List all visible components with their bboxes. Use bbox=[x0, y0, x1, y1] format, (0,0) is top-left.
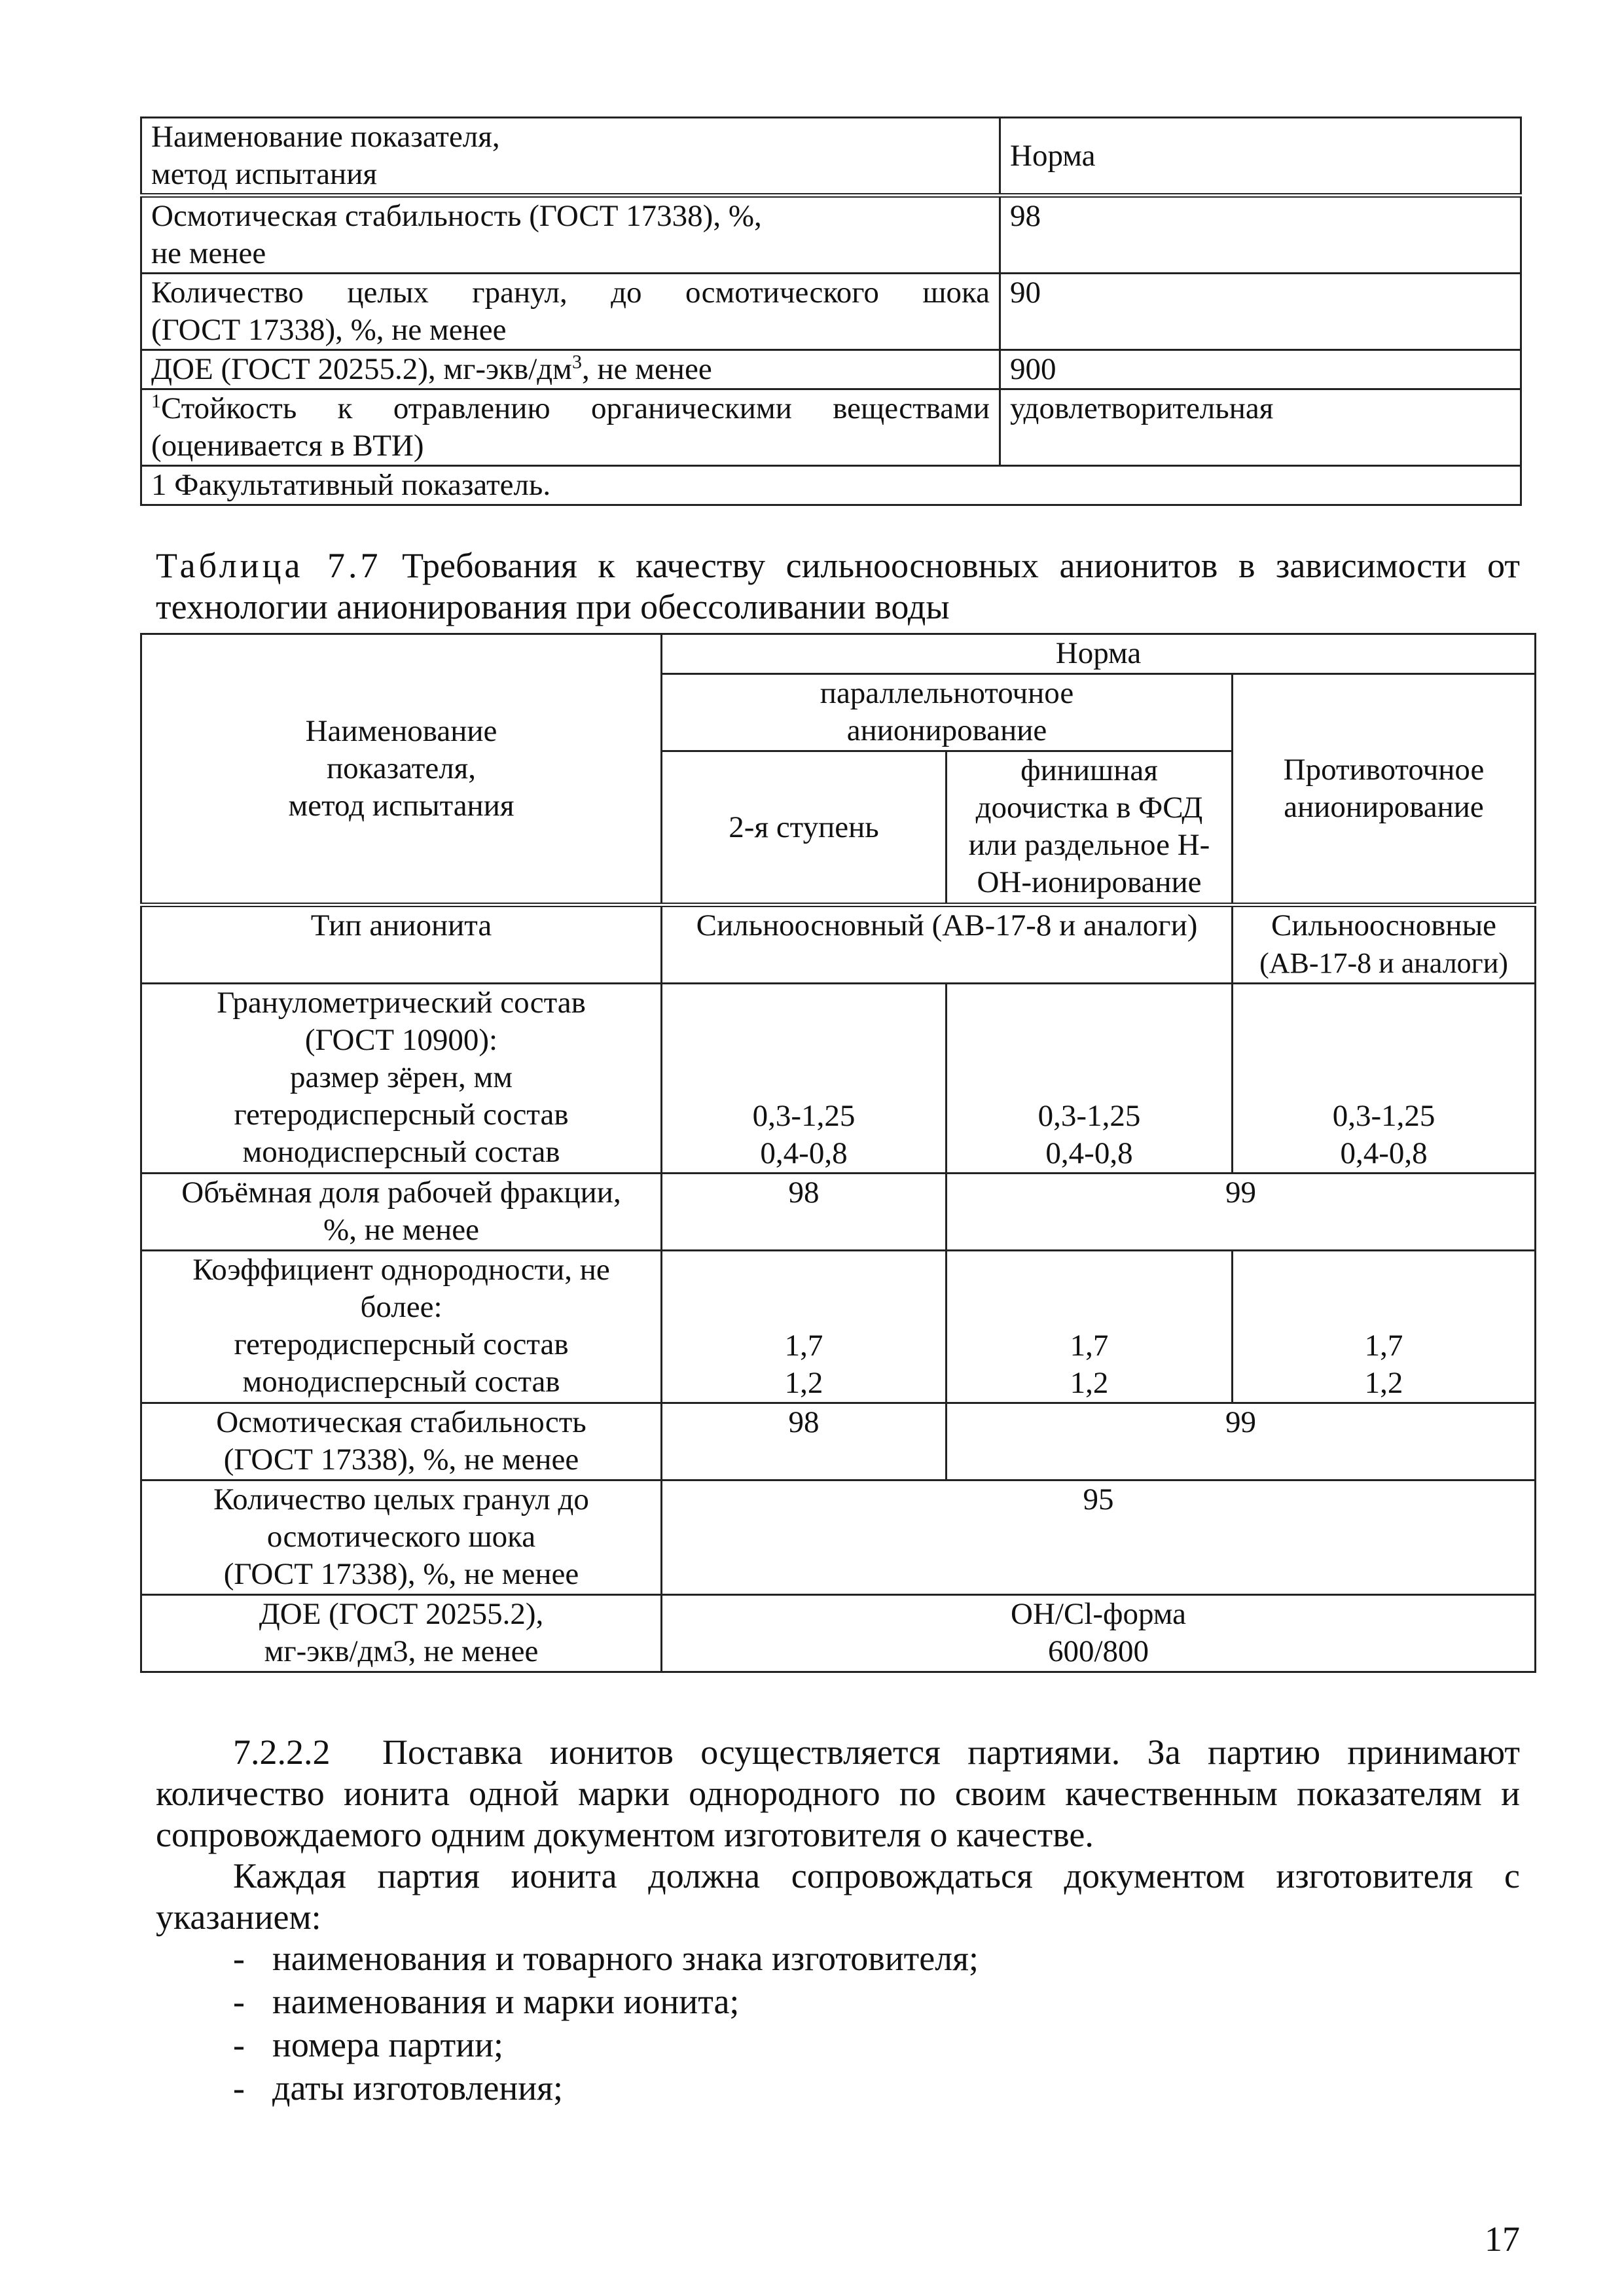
table-row bbox=[141, 274, 1521, 350]
header-cell-norm: Норма bbox=[1000, 118, 1521, 196]
row-value-cell bbox=[947, 984, 1233, 1174]
row-label-line: размер зёрен, мм bbox=[289, 1060, 513, 1094]
table-footnote-row bbox=[141, 466, 1521, 505]
row-label-line: гетеродисперсный состав bbox=[234, 1327, 569, 1361]
row-label-cell: Тип анионита bbox=[141, 905, 662, 984]
row-name-cell bbox=[141, 196, 1000, 274]
row-value-line: ОН/Cl-форма bbox=[1011, 1597, 1187, 1631]
row-value-cell: Сильноосновный (АВ-17-8 и аналоги) bbox=[662, 905, 1233, 984]
row-value-cell: 90 bbox=[1000, 274, 1521, 350]
dash-marker: - bbox=[233, 1982, 245, 2021]
row-label-cell bbox=[141, 984, 662, 1174]
list-item bbox=[156, 1938, 1520, 1981]
head-cell-parallel bbox=[662, 674, 1233, 751]
table-row bbox=[141, 389, 1521, 466]
row-value-cell: 98 bbox=[1000, 196, 1521, 274]
row-name-cell bbox=[141, 274, 1000, 350]
row-value-cell: 99 bbox=[947, 1403, 1536, 1480]
head-finishing-line: финишная bbox=[1020, 753, 1158, 787]
table-row bbox=[141, 1480, 1536, 1595]
head-counterflow-line: Противоточное bbox=[1283, 753, 1485, 787]
dash-marker: - bbox=[233, 1939, 245, 1978]
head-name-line: показателя, bbox=[326, 751, 477, 785]
row-value-line: 0,4-0,8 bbox=[1340, 1136, 1428, 1170]
row-value-cell bbox=[1233, 1251, 1536, 1403]
row-value-cell: удовлетворительная bbox=[1000, 389, 1521, 466]
head-finishing-line: доочистка в ФСД bbox=[975, 791, 1203, 825]
dash-marker: - bbox=[233, 2068, 245, 2108]
head-parallel-line: параллельноточное bbox=[820, 676, 1074, 710]
table-row bbox=[141, 1595, 1536, 1672]
row-label-line: %, не менее bbox=[323, 1213, 479, 1247]
row-label-line: Объёмная доля рабочей фракции, bbox=[181, 1175, 621, 1210]
row-label-line: Гранулометрический состав bbox=[217, 986, 586, 1020]
head-cell-name bbox=[141, 634, 662, 905]
row-label-line: осмотического шока bbox=[266, 1520, 536, 1554]
table-row bbox=[141, 984, 1536, 1174]
head-cell-finishing bbox=[947, 751, 1233, 905]
row-value-cell: 98 bbox=[662, 1403, 947, 1480]
row-value-line: 0,3-1,25 bbox=[752, 1099, 856, 1133]
row-value-line: 0,4-0,8 bbox=[760, 1136, 848, 1170]
row-name-cell bbox=[141, 350, 1000, 389]
row-value-cell bbox=[947, 1251, 1233, 1403]
paragraph-text: Поставка ионитов осуществляется партиями. За партию принимают количество ионита одной марки однородного по своим качественным показателям и сопровождаемого одним документом изготовителя о качестве. bbox=[156, 1732, 1520, 1854]
row-label-cell bbox=[141, 1174, 662, 1251]
table-row bbox=[141, 196, 1521, 274]
table-row bbox=[141, 1174, 1536, 1251]
table-ion-exchange-continued bbox=[140, 117, 1522, 506]
row-label-cell bbox=[141, 1480, 662, 1595]
list-item bbox=[156, 1981, 1520, 2024]
body-text bbox=[156, 1732, 1520, 2111]
row-value-line: 1,7 bbox=[1364, 1329, 1403, 1363]
row-label-cell bbox=[141, 1251, 662, 1403]
row-value-cell bbox=[662, 984, 947, 1174]
paragraph: Каждая партия ионита должна сопровождаться документом изготовителя с указанием: bbox=[156, 1856, 1520, 1937]
row-value-cell: 98 bbox=[662, 1174, 947, 1251]
header-name-line: Наименование показателя, bbox=[151, 120, 500, 154]
paragraph bbox=[156, 1732, 1520, 1856]
row-name-line: Количество целых гранул, до осмотического шока bbox=[151, 276, 990, 310]
row-value-cell: 95 bbox=[662, 1480, 1536, 1595]
row-value-line: 0,4-0,8 bbox=[1045, 1136, 1133, 1170]
row-value-line: 600/800 bbox=[1047, 1634, 1149, 1668]
list-item-text: даты изготовления; bbox=[272, 2068, 563, 2108]
row-value-cell bbox=[1233, 905, 1536, 984]
table-row bbox=[141, 1251, 1536, 1403]
row-name-text: Стойкость к отравлению органическими веществами bbox=[161, 391, 990, 425]
header-name-line: метод испытания bbox=[151, 157, 377, 191]
row-value-line: 0,3-1,25 bbox=[1038, 1099, 1141, 1133]
row-label-line: монодисперсный состав bbox=[242, 1135, 560, 1169]
section-number: 7.2.2.2 bbox=[233, 1732, 331, 1772]
row-name-line bbox=[151, 390, 990, 427]
table-row bbox=[141, 350, 1521, 389]
row-value-line: 1,2 bbox=[1364, 1366, 1403, 1400]
row-label-line: Коэффициент однородности, не bbox=[192, 1253, 610, 1287]
table-header-row bbox=[141, 118, 1521, 196]
row-label-line: гетеродисперсный состав bbox=[234, 1098, 569, 1132]
row-value-line: (АВ-17-8 и аналоги) bbox=[1259, 947, 1508, 979]
row-name-text: ДОЕ (ГОСТ 20255.2), мг-экв/дм bbox=[151, 352, 572, 386]
row-label-line: (ГОСТ 17338), %, не менее bbox=[223, 1443, 579, 1477]
page-number: 17 bbox=[1485, 2219, 1520, 2259]
head-finishing-line: или раздельное Н- bbox=[968, 828, 1210, 862]
footnote-marker: 1 bbox=[151, 390, 161, 412]
row-value-line: 1,7 bbox=[1070, 1329, 1109, 1363]
row-label-line: более: bbox=[360, 1290, 442, 1324]
bullet-list bbox=[156, 1938, 1520, 2111]
head-counterflow-line: анионирование bbox=[1284, 790, 1484, 824]
row-label-line: (ГОСТ 17338), %, не менее bbox=[223, 1557, 579, 1591]
row-label-line: монодисперсный состав bbox=[242, 1365, 560, 1399]
head-row bbox=[141, 634, 1536, 674]
table-caption bbox=[156, 545, 1520, 628]
head-parallel-line: анионирование bbox=[846, 713, 1047, 747]
superscript: 3 bbox=[571, 351, 582, 373]
row-name-cell bbox=[141, 389, 1000, 466]
row-value-line: 1,2 bbox=[784, 1366, 823, 1400]
row-name-line: Осмотическая стабильность (ГОСТ 17338), %, bbox=[151, 199, 762, 233]
row-value-cell: 900 bbox=[1000, 350, 1521, 389]
table-row bbox=[141, 1403, 1536, 1480]
head-name-line: Наименование bbox=[305, 714, 497, 748]
footnote-cell: 1 Факультативный показатель. bbox=[141, 466, 1521, 505]
row-value-line: 1,7 bbox=[784, 1329, 823, 1363]
list-item bbox=[156, 2068, 1520, 2111]
row-value-cell: 99 bbox=[947, 1174, 1536, 1251]
row-name-line: не менее bbox=[151, 236, 266, 270]
head-cell-stage2: 2-я ступень bbox=[662, 751, 947, 905]
row-value-line: 1,2 bbox=[1070, 1366, 1109, 1400]
dash-marker: - bbox=[233, 2025, 245, 2064]
row-value-line: 0,3-1,25 bbox=[1332, 1099, 1435, 1133]
head-cell-counterflow bbox=[1233, 674, 1536, 905]
head-name-line: метод испытания bbox=[288, 789, 514, 823]
row-label-cell bbox=[141, 1595, 662, 1672]
row-label-line: Осмотическая стабильность bbox=[216, 1405, 586, 1439]
list-item-text: наименования и товарного знака изготовителя; bbox=[272, 1939, 979, 1978]
list-item-text: номера партии; bbox=[272, 2025, 504, 2064]
list-item-text: наименования и марки ионита; bbox=[272, 1982, 740, 2021]
row-value-line: Сильноосновные bbox=[1271, 908, 1497, 942]
table-anionite-requirements bbox=[140, 633, 1536, 1673]
caption-text: Требования к качеству сильноосновных анионитов в зависимости от технологии анионирования при обессоливании воды bbox=[156, 546, 1520, 626]
head-cell-norm: Норма bbox=[662, 634, 1536, 674]
row-value-cell bbox=[662, 1251, 947, 1403]
row-name-text: , не менее bbox=[581, 352, 712, 386]
row-name-line: (оцениваетcя в ВТИ) bbox=[151, 429, 424, 463]
row-label-cell bbox=[141, 1403, 662, 1480]
header-cell-name bbox=[141, 118, 1000, 196]
row-label-line: ДОЕ (ГОСТ 20255.2), bbox=[259, 1597, 544, 1631]
row-label-line: Количество целых гранул до bbox=[213, 1482, 589, 1516]
row-value-cell bbox=[1233, 984, 1536, 1174]
row-label-line: мг-экв/дм3, не менее bbox=[264, 1634, 539, 1668]
table-row bbox=[141, 905, 1536, 984]
row-label-line: (ГОСТ 10900): bbox=[304, 1023, 498, 1057]
row-name-line: (ГОСТ 17338), %, не менее bbox=[151, 313, 507, 347]
head-finishing-line: ОН-ионирование bbox=[977, 865, 1202, 899]
list-item bbox=[156, 2024, 1520, 2068]
row-value-cell bbox=[662, 1595, 1536, 1672]
caption-label: Таблица 7.7 bbox=[156, 546, 382, 585]
